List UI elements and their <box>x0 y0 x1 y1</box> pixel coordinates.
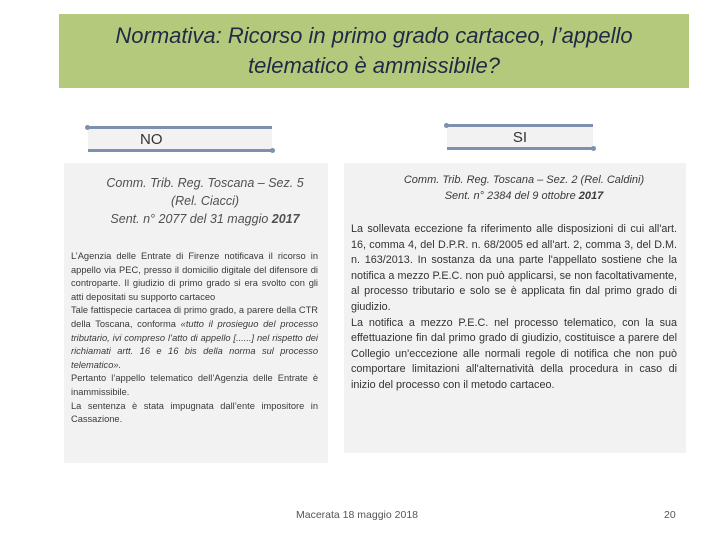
slide-title-line-2: telematico è ammissibile? <box>248 53 500 78</box>
no-label-box <box>88 126 272 152</box>
left-paragraph-2-quote: «tutto il prosieguo del processo tributario, ivi compreso l’atto di appello [......] nel rispetto dei richiamati artt. 16 e 16 bis della norma sul processo telematico». <box>71 318 319 370</box>
left-paragraph-2-text: Tale fattispecie cartacea di primo grado, a parere della CTR della Toscana, conforma <box>71 305 318 329</box>
left-ruling-text <box>71 250 318 427</box>
right-court: Comm. Trib. Reg. Toscana – Sez. 2 (Rel. Caldini) <box>403 174 645 186</box>
left-paragraph-3: Pertanto l’appello telematico dell’Agenzia delle Entrate è inammissibile. <box>71 373 318 397</box>
si-label: SI <box>512 128 528 146</box>
left-sentence-year: 2017 <box>271 212 300 226</box>
left-sentence-text: Sent. n° 2077 del 31 maggio <box>110 212 272 226</box>
right-paragraph-1: La sollevata eccezione fa riferimento alle disposizioni di cui all'art. 16, comma 4, del D.P.R. n. 68/2005 ed all'art. 2, comma 3, del D.M. n. 163/2013. In sostanza da una parte l'appellato sostiene che la notifica a mezzo P.E.C. non può applicarsi, se non facoltativamente, al processo tributario e solo se è applicata fin dal primo grado di giudizio. <box>351 223 677 313</box>
left-paragraph-1: L’Agenzia delle Entrate di Firenze notificava il ricorso in appello via PEC, presso il domicilio digitale del difensore di controparte. Il giudizio di primo grado si era svolto con gli atti depositati su supporto cartaceo <box>71 251 318 302</box>
left-rapporteur: (Rel. Ciacci) <box>170 194 240 208</box>
right-sentence-year: 2017 <box>578 190 604 202</box>
left-paragraph-4: La sentenza è stata impugnata dall’ente impositore in Cassazione. <box>71 400 318 425</box>
title-banner <box>59 14 689 88</box>
footer-text: Macerata 18 maggio 2018 <box>296 509 418 521</box>
left-paragraph-2 <box>71 304 318 372</box>
page-number: 20 <box>664 509 676 521</box>
left-court: Comm. Trib. Reg. Toscana – Sez. 5 <box>106 176 304 190</box>
right-sentence <box>364 188 684 204</box>
left-ruling-header <box>88 174 322 228</box>
left-sentence <box>88 210 322 228</box>
right-paragraph-2: La notifica a mezzo P.E.C. nel processo telematico, con la sua effettuazione fin dal primo grado di giudizio, costituisce a parere del Collegio un'eccezione alle normali regole di notifica che non può comportare limitazioni all'alternatività della procedura in caso di inizio del processo con il metodo cartaceo. <box>351 316 677 391</box>
slide-title-line-1: Normativa: Ricorso in primo grado cartaceo, l’appello <box>115 23 633 48</box>
right-sentence-text: Sent. n° 2384 del 9 ottobre <box>444 190 579 202</box>
si-label-box <box>447 124 593 150</box>
right-ruling-header <box>364 172 684 204</box>
no-label: NO <box>140 130 163 148</box>
right-ruling-text <box>351 222 677 394</box>
